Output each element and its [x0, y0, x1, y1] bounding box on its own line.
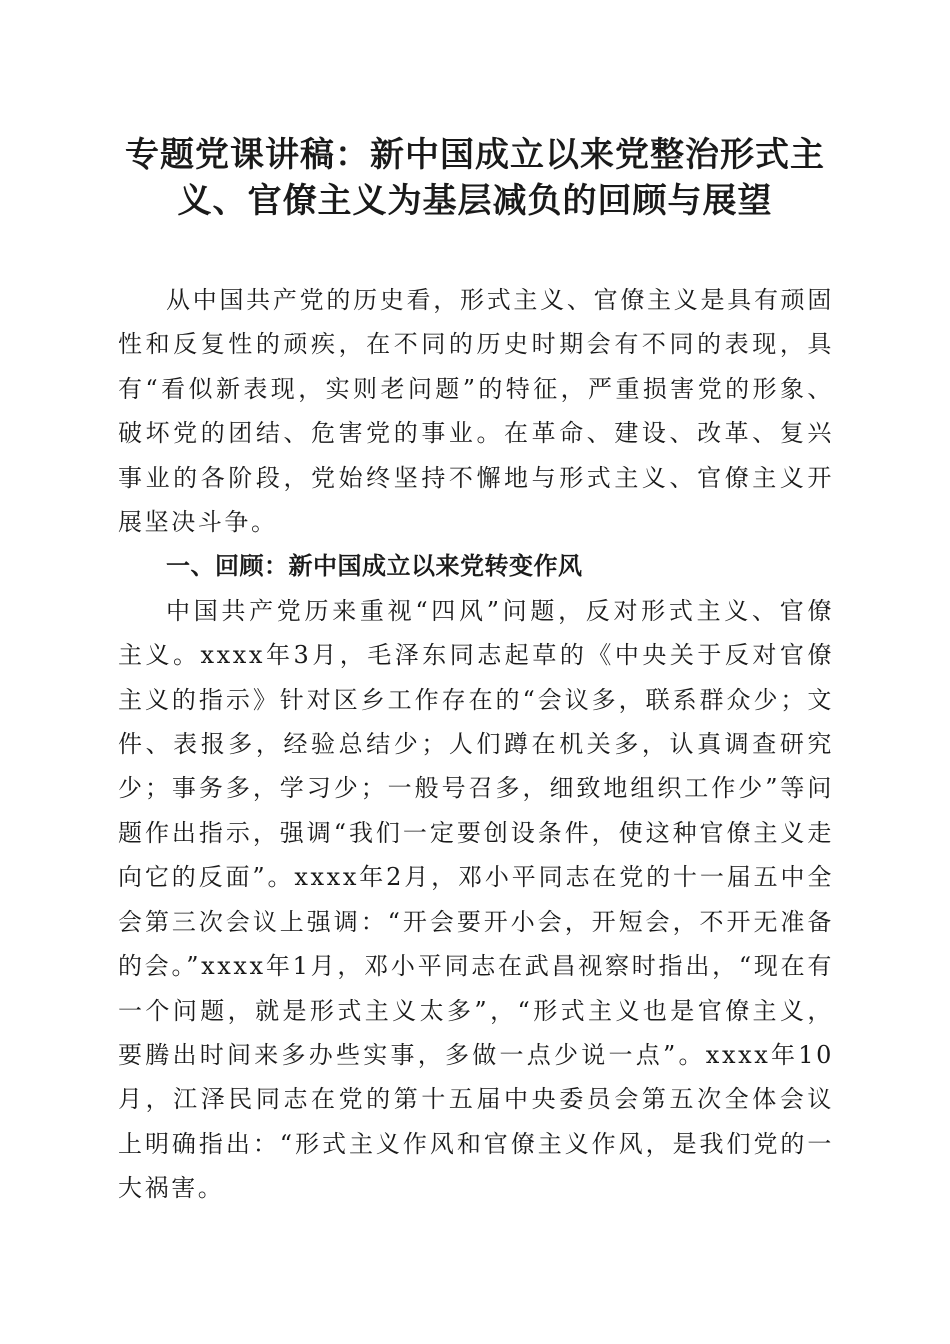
section-heading: 一、回顾：新中国成立以来党转变作风	[166, 552, 583, 581]
document-body	[118, 278, 834, 1211]
intro-paragraph: 从中国共产党的历史看，形式主义、官僚主义是具有顽固性和反复性的顽疾，在不同的历史时期会有不同的表现，具有“看似新表现，实则老问题”的特征，严重损害党的形象、破坏党的团结、危害党的事业。在革命、建设、改革、复兴事业的各阶段，党始终坚持不懈地与形式主义、官僚主义开展坚决斗争。	[118, 286, 834, 537]
title-line-2: 义、官僚主义为基层减负的回顾与展望	[177, 181, 773, 221]
body-paragraph: 中国共产党历来重视“四风”问题，反对形式主义、官僚主义。xxxx年3月，毛泽东同志起草的《中央关于反对官僚主义的指示》针对区乡工作存在的“会议多，联系群众少；文件、表报多，经验总结少；人们蹲在机关多，认真调查研究少；事务多，学习少；一般号召多，细致地组织工作少”等问题作出指示，强调“我们一定要创设条件，使这种官僚主义走向它的反面”。xxxx年2月，邓小平同志在党的十一届五中全会第三次会议上强调：“开会要开小会，开短会，不开无准备的会。”xxxx年1月，邓小平同志在武昌视察时指出，“现在有一个问题，就是形式主义太多”，“形式主义也是官僚主义，要腾出时间来多办些实事，多做一点少说一点”。xxxx年10月，江泽民同志在党的第十五届中央委员会第五次全体会议上明确指出：“形式主义作风和官僚主义作风，是我们党的一大祸害。	[118, 596, 834, 1203]
title-line-1: 专题党课讲稿：新中国成立以来党整治形式主	[125, 135, 825, 175]
document-title	[100, 132, 850, 224]
